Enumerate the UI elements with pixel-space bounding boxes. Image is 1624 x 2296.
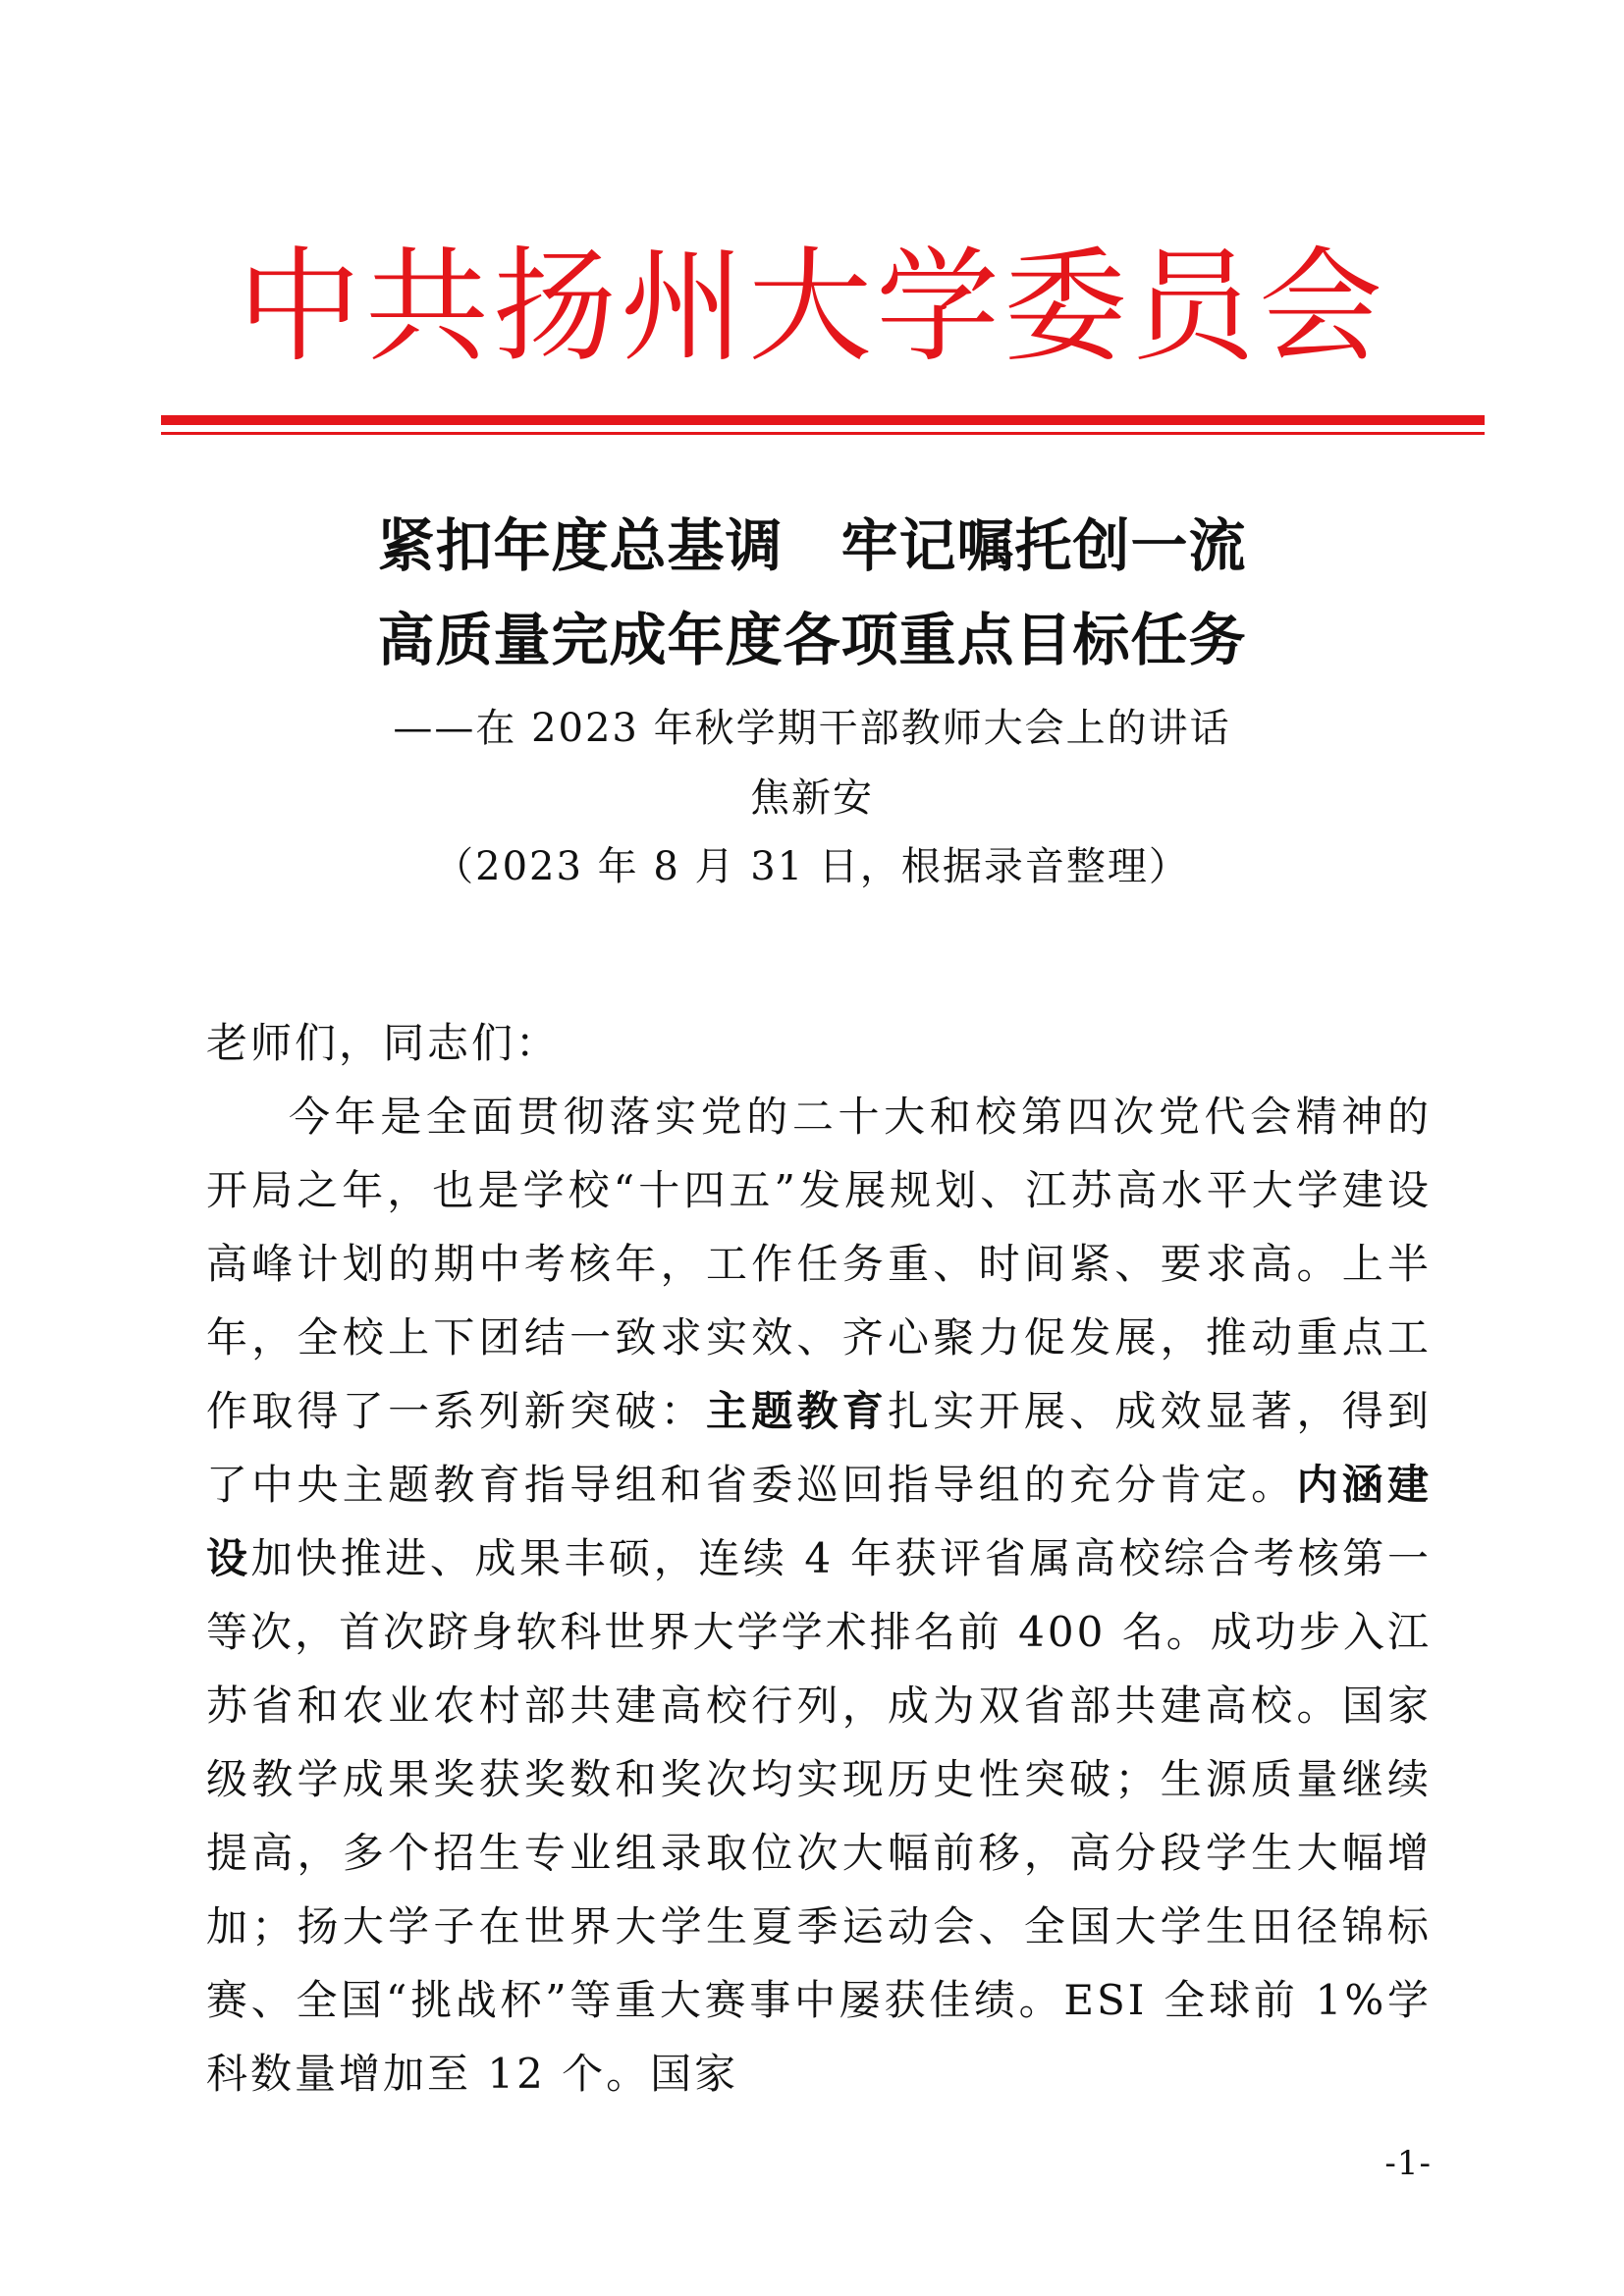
header-rule-thin	[161, 432, 1485, 435]
document-title-line-2: 高质量完成年度各项重点目标任务	[377, 607, 1247, 673]
header-rule-thick	[161, 415, 1485, 425]
bold-keyword: 内涵建设	[206, 1461, 1432, 1582]
date-note: （2023 年 8 月 31 日，根据录音整理）	[434, 844, 1190, 889]
body-paragraph	[206, 1080, 1432, 2110]
page-number: -1-	[1384, 2144, 1432, 2183]
paragraph-text: 加快推进、成果丰硕，连续 4 年获评省属高校综合考核第一等次，首次跻身软科世界大学学术排名前 400 名。成功步入江苏省和农业农村部共建高校行列，成为双省部共建高校。国家级教学成果奖获奖数和奖次均实现历史性突破；生源质量继续提高，多个招生专业组录取位次大幅前移，高分段学生大幅增加；扬大学子在世界大学生夏季运动会、全国大学生田径锦标赛、全国“挑战杯”等重大赛事中屡获佳绩。ESI 全球前 1%学科数量增加至 12 个。国家	[206, 1534, 1432, 2098]
paragraph-text: 今年是全面贯彻落实党的二十大和校第四次党代会精神的开局之年，也是学校“十四五”发展规划、江苏高水平大学建设高峰计划的期中考核年，工作任务重、时间紧、要求高。上半年，全校上下团结一致求实效、齐心聚力促发展，推动重点工作取得了一系列新突破：	[206, 1093, 1432, 1435]
bold-keyword: 主题教育	[705, 1387, 889, 1435]
document-title-line-1: 紧扣年度总基调 牢记嘱托创一流	[377, 512, 1247, 579]
salutation: 老师们，同志们：	[206, 1019, 561, 1067]
speaker-name: 焦新安	[750, 775, 874, 821]
speech-subtitle: ——在 2023 年秋学期干部教师大会上的讲话	[393, 706, 1231, 751]
document-body	[206, 1006, 1432, 2110]
paragraph-text: 扎实开展、成效显著，得到了中央主题教育指导组和省委巡回指导组的充分肯定。	[206, 1387, 1432, 1509]
organization-header: 中共扬州大学委员会	[238, 235, 1386, 379]
